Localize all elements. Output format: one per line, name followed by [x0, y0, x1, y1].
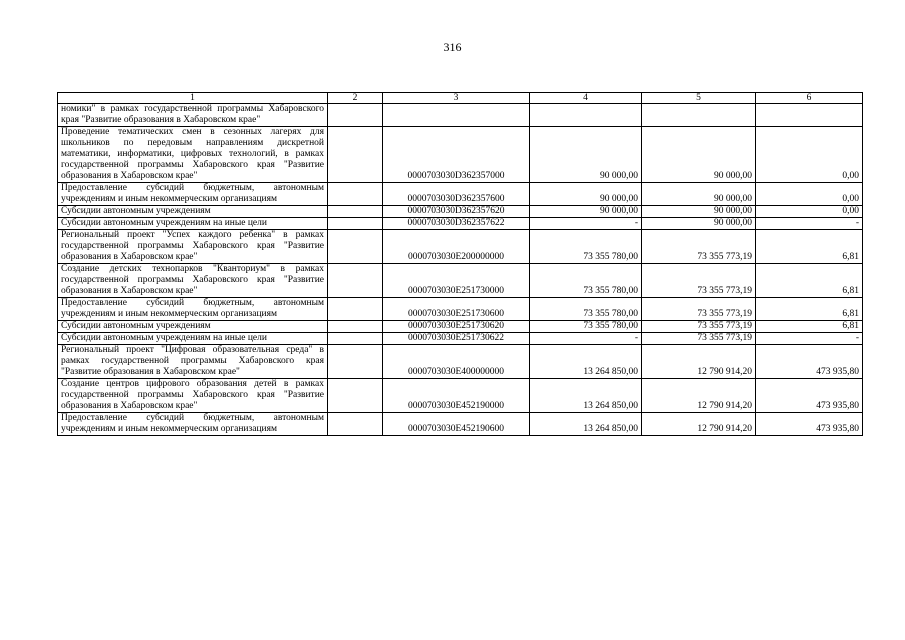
row-code: 0000703030E251730600: [383, 298, 530, 321]
column-header-5: 5: [642, 93, 756, 104]
row-name: Проведение тематических смен в сезонных лагерях для школьников по передовым направлениям дискретной математики, информатики, цифровых технологий, в рамках государственной программы Хабаровского края "Развитие образования в Хабаровском крае": [58, 127, 328, 183]
row-name: Субсидии автономным учреждениям на иные цели: [58, 333, 328, 345]
row-code: 0000703030D362357600: [383, 183, 530, 206]
row-value-6: 6,81: [756, 321, 863, 333]
row-value-6: 0,00: [756, 183, 863, 206]
row-name: Предоставление субсидий бюджетным, автономным учреждениям и иным некоммерческим организациям: [58, 413, 328, 436]
table-row: [58, 218, 863, 230]
row-value-5: 12 790 914,20: [642, 345, 756, 379]
table-row: [58, 413, 863, 436]
row-code: 0000703030D362357620: [383, 206, 530, 218]
row-name: Региональный проект "Успех каждого ребенка" в рамках государственной программы Хабаровского края "Развитие образования в Хабаровском крае": [58, 230, 328, 264]
row-col2: [328, 206, 383, 218]
row-code: 0000703030E452190600: [383, 413, 530, 436]
table-row: [58, 230, 863, 264]
row-code: 0000703030E452190000: [383, 379, 530, 413]
row-value-5: 90 000,00: [642, 218, 756, 230]
row-value-6: 6,81: [756, 264, 863, 298]
table-row: [58, 379, 863, 413]
column-header-1: 1: [58, 93, 328, 104]
row-value-5: 12 790 914,20: [642, 413, 756, 436]
header-row: [58, 93, 863, 104]
row-value-6: -: [756, 333, 863, 345]
row-name: Предоставление субсидий бюджетным, автономным учреждениям и иным некоммерческим организациям: [58, 183, 328, 206]
row-value-4: 90 000,00: [530, 127, 642, 183]
row-value-4: 13 264 850,00: [530, 379, 642, 413]
row-code: 0000703030D362357622: [383, 218, 530, 230]
row-value-6: [756, 104, 863, 127]
row-code: 0000703030D362357000: [383, 127, 530, 183]
row-col2: [328, 298, 383, 321]
row-col2: [328, 321, 383, 333]
row-code: [383, 104, 530, 127]
table-row: [58, 333, 863, 345]
table-row: [58, 127, 863, 183]
row-code: 0000703030E251730620: [383, 321, 530, 333]
row-value-5: 73 355 773,19: [642, 333, 756, 345]
row-name: номики" в рамках государственной программы Хабаровского края "Развитие образования в Хабаровском крае": [58, 104, 328, 127]
row-code: 0000703030E400000000: [383, 345, 530, 379]
row-name: Создание детских технопарков "Кванториум" в рамках государственной программы Хабаровского края "Развитие образования в Хабаровском крае": [58, 264, 328, 298]
table-row: [58, 183, 863, 206]
row-col2: [328, 183, 383, 206]
row-value-6: 6,81: [756, 298, 863, 321]
row-col2: [328, 333, 383, 345]
row-value-5: 73 355 773,19: [642, 298, 756, 321]
row-col2: [328, 345, 383, 379]
row-value-4: 73 355 780,00: [530, 264, 642, 298]
row-col2: [328, 127, 383, 183]
column-header-2: 2: [328, 93, 383, 104]
table-row: [58, 321, 863, 333]
row-code: 0000703030E251730000: [383, 264, 530, 298]
row-value-6: -: [756, 218, 863, 230]
column-header-6: 6: [756, 93, 863, 104]
row-value-4: 13 264 850,00: [530, 413, 642, 436]
row-value-5: 90 000,00: [642, 183, 756, 206]
row-value-4: 73 355 780,00: [530, 298, 642, 321]
page-number: 316: [443, 40, 462, 54]
row-col2: [328, 379, 383, 413]
row-col2: [328, 264, 383, 298]
row-name: Создание центров цифрового образования детей в рамках государственной программы Хабаровского края "Развитие образования в Хабаровском крае": [58, 379, 328, 413]
row-value-5: 90 000,00: [642, 127, 756, 183]
row-value-5: 73 355 773,19: [642, 264, 756, 298]
row-value-4: -: [530, 333, 642, 345]
row-value-5: 73 355 773,19: [642, 321, 756, 333]
row-value-4: 73 355 780,00: [530, 230, 642, 264]
column-header-3: 3: [383, 93, 530, 104]
table-row: [58, 264, 863, 298]
row-col2: [328, 413, 383, 436]
table-row: [58, 345, 863, 379]
row-value-6: 0,00: [756, 206, 863, 218]
row-value-5: [642, 104, 756, 127]
row-value-6: 473 935,80: [756, 379, 863, 413]
budget-table: [57, 92, 863, 436]
row-code: 0000703030E251730622: [383, 333, 530, 345]
row-name: Субсидии автономным учреждениям: [58, 321, 328, 333]
row-value-4: 73 355 780,00: [530, 321, 642, 333]
row-code: 0000703030E200000000: [383, 230, 530, 264]
row-value-4: 90 000,00: [530, 206, 642, 218]
table-row: [58, 298, 863, 321]
row-value-4: 13 264 850,00: [530, 345, 642, 379]
row-name: Региональный проект "Цифровая образовательная среда" в рамках государственной программы Хабаровского края "Развитие образования в Хабаровском крае": [58, 345, 328, 379]
row-col2: [328, 218, 383, 230]
row-name: Предоставление субсидий бюджетным, автономным учреждениям и иным некоммерческим организациям: [58, 298, 328, 321]
row-value-5: 90 000,00: [642, 206, 756, 218]
row-col2: [328, 104, 383, 127]
table-row: [58, 206, 863, 218]
row-value-4: [530, 104, 642, 127]
table-row: [58, 104, 863, 127]
row-value-5: 12 790 914,20: [642, 379, 756, 413]
column-header-4: 4: [530, 93, 642, 104]
row-value-6: 6,81: [756, 230, 863, 264]
row-value-6: 473 935,80: [756, 413, 863, 436]
row-name: Субсидии автономным учреждениям: [58, 206, 328, 218]
row-value-4: -: [530, 218, 642, 230]
row-value-6: 473 935,80: [756, 345, 863, 379]
row-value-4: 90 000,00: [530, 183, 642, 206]
row-value-5: 73 355 773,19: [642, 230, 756, 264]
row-name: Субсидии автономным учреждениям на иные цели: [58, 218, 328, 230]
row-value-6: 0,00: [756, 127, 863, 183]
row-col2: [328, 230, 383, 264]
